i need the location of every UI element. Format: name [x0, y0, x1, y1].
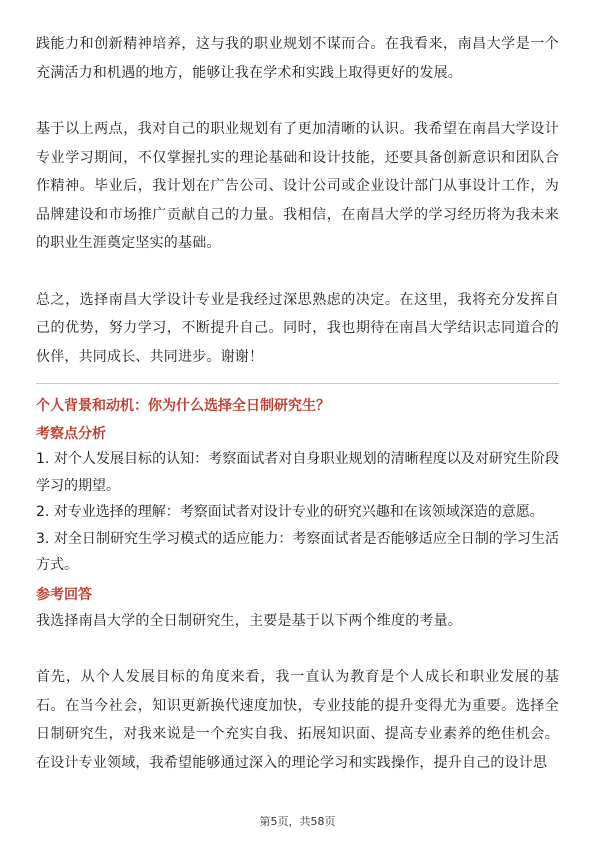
question-title: 个人背景和动机：你为什么选择全日制研究生？ [36, 398, 330, 414]
analysis-item: 3. 对全日制研究生学习模式的适应能力：考察面试者是否能够适应全日制的学习生活方式。 [36, 530, 559, 573]
paragraph-spacer [36, 258, 559, 286]
answer-heading: 参考回答 [36, 586, 92, 603]
analysis-heading: 考察点分析 [36, 426, 106, 442]
answer-paragraph: 我选择南昌大学的全日制研究生，主要是基于以下两个维度的考量。 [36, 612, 462, 629]
body-paragraph: 基于以上两点，我对自己的职业规划有了更加清晰的认识。我希望在南昌大学设计专业学习期间，不仅掌握扎实的理论基础和设计技能，还要具备创新意识和团队合作精神。毕业后，我计划在广告公司、设计公司或企业设计部门从事设计工作，为品牌建设和市场推广贡献自己的力量。我相信，在南昌大学的学习经历将为我未来的职业生涯奠定坚实的基础。 [36, 121, 559, 251]
answer-paragraph: 首先，从个人发展目标的角度来看，我一直认为教育是个人成长和职业发展的基石。在当今社会，知识更新换代速度加快，专业技能的提升变得尤为重要。选择全日制研究生，对我来说是一个充实自我、拓展知识面、提高专业素养的绝佳机会。在设计专业领域，我希望能够通过深入的理论学习和实践操作，提升自己的设计思 [36, 669, 559, 771]
analysis-item: 2. 对专业选择的理解：考察面试者对设计专业的研究兴趣和在该领域深造的意愿。 [36, 504, 544, 520]
analysis-item: 1. 对个人发展目标的认知：考察面试者对自身职业规划的清晰程度以及对研究生阶段学习的期望。 [36, 451, 559, 494]
body-paragraph: 践能力和创新精神培养，这与我的职业规划不谋而合。在我看来，南昌大学是一个充满活力和机遇的地方，能够让我在学术和实践上取得更好的发展。 [36, 36, 559, 81]
page-footer: 第5页，共58页 [259, 815, 336, 828]
section-divider [36, 383, 559, 384]
paragraph-spacer [36, 635, 559, 663]
paragraph-spacer [36, 87, 559, 115]
body-paragraph: 总之，选择南昌大学设计专业是我经过深思熟虑的决定。在这里，我将充分发挥自己的优势，努力学习，不断提升自己。同时，我也期待在南昌大学结识志同道合的伙伴，共同成长、共同进步。谢谢！ [36, 291, 559, 365]
document-page [36, 30, 559, 777]
